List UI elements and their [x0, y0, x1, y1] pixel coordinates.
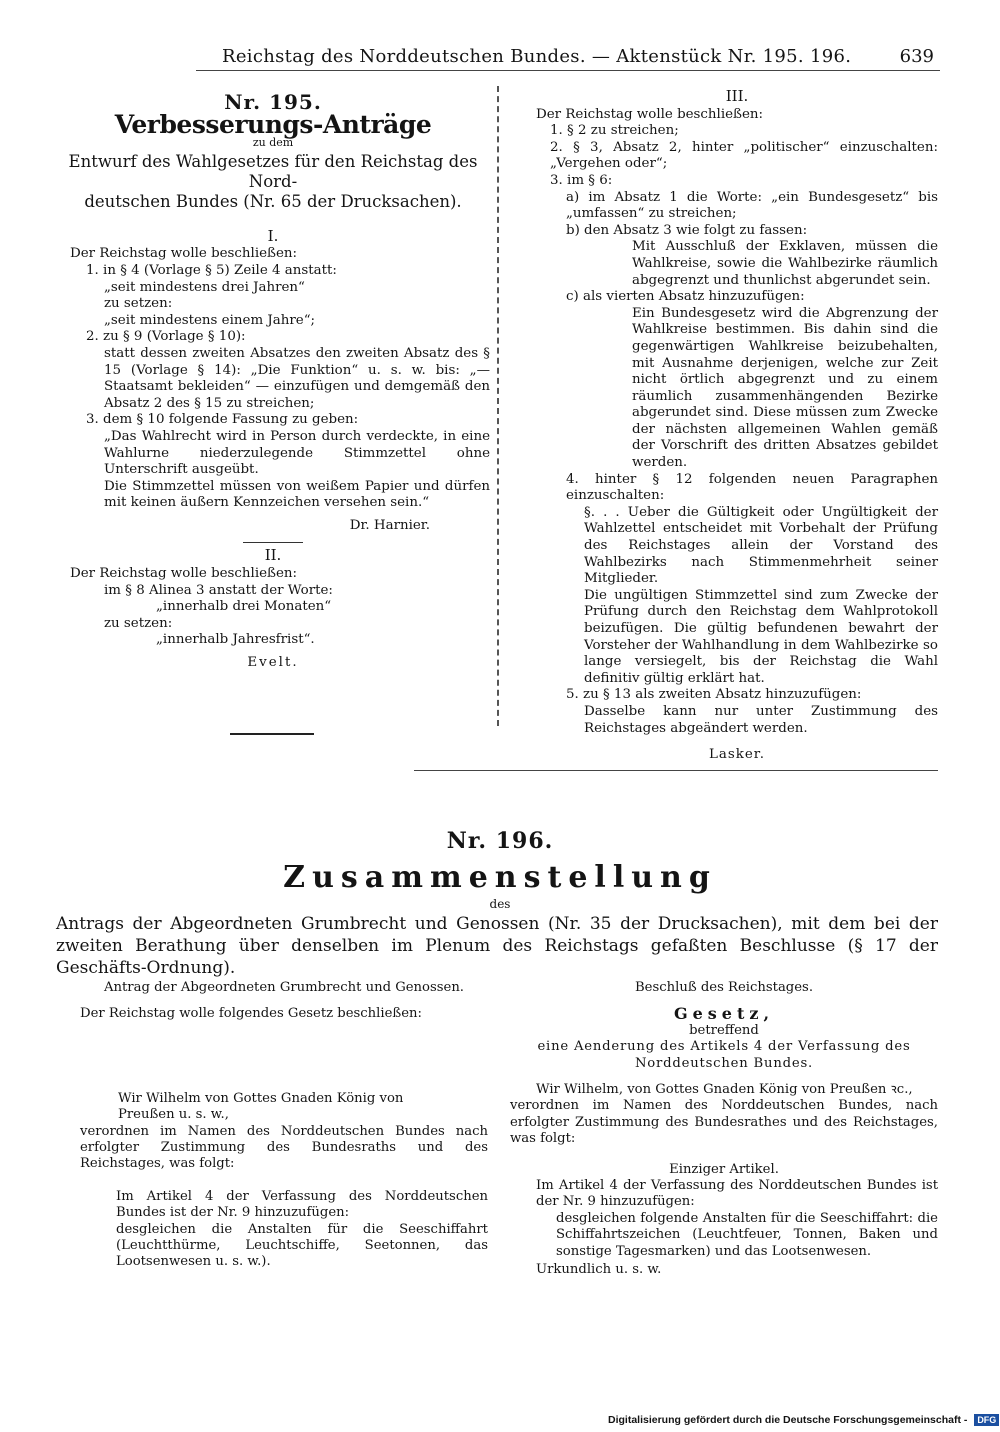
nr196-right-column [510, 980, 938, 1279]
section-I-line: 1. in § 4 (Vorlage § 5) Zeile 4 anstatt: [86, 262, 337, 278]
left-intro: Der Reichstag wolle folgendes Gesetz beschließen: [80, 1006, 422, 1022]
section-I-line: „Das Wahlrecht wird in Person durch verdeckte, in eine Wahlurne niederzulegende Stimmzettel ohne Unterschrift ausgeübt. [104, 428, 490, 478]
right-urkundlich: Urkundlich u. s. w. [536, 1262, 662, 1278]
digitization-footer [608, 1414, 999, 1426]
section-III-line: c) als vierten Absatz hinzuzufügen: [566, 289, 805, 305]
right-gesetz: Gesetz, [673, 1004, 775, 1024]
section-III-line: b) den Absatz 3 wie folgt zu fassen: [566, 222, 808, 238]
nr195-title: Verbesserungs-Anträge [114, 109, 432, 139]
right-betreffend: betreffend [689, 1022, 759, 1038]
section-III-line: 2. § 3, Absatz 2, hinter „politischer“ einzuschalten: „Vergehen oder“; [550, 139, 938, 172]
header-rule [196, 70, 940, 71]
nr196-title: Zusammenstellung [283, 860, 717, 895]
left-heading: Antrag der Abgeordneten Grumbrecht und Genossen. [103, 980, 465, 995]
section-III-line: Ein Bundesgesetz wird die Abgrenzung der Wahlkreise bestimmen. Bis dahin sind die gegenwärtigen Wahlkreise beizubehalten, mit Ausnahme derjenigen, welche zur Zeit nicht örtlich abgegrenzt und zu einem räumlich zusammenhängenden Bezirke abgerundet sind. Diese müssen zum Zwecke der nächsten allgemeinen Wahlen gemäß der Vorschrift des dritten Absatzes gebildet werden. [632, 305, 938, 471]
section-II-line: zu setzen: [104, 615, 173, 631]
right-desgleichen: desgleichen folgende Anstalten für die Seeschiffahrt: die Schiffahrtszeichen (Leuchtfeuer, Tonnen, Baken und sonstige Tagesmarken) und das Lootsenwesen. [556, 1210, 938, 1259]
section-II-line: Der Reichstag wolle beschließen: [70, 566, 298, 582]
nr195-right-column [536, 88, 938, 764]
section-I-line: 2. zu § 9 (Vorlage § 10): [86, 329, 246, 345]
right-wir: Wir Wilhelm, von Gottes Gnaden König von Preußen ꝛc., [536, 1082, 913, 1098]
header-title: Reichstag des Norddeutschen Bundes. — Aktenstück Nr. 195. 196. [222, 46, 852, 67]
left-verordnen: verordnen im Namen des Norddeutschen Bundes nach erfolgter Zustimmung des Bundesraths und des Reichstages, was folgt: [80, 1123, 488, 1172]
left-wir-1: Wir Wilhelm von Gottes Gnaden König von [118, 1090, 404, 1106]
nr195-number: Nr. 195. [224, 90, 322, 114]
nr195-left-column [56, 90, 490, 672]
nr196-number: Nr. 196. [446, 828, 554, 854]
section-III-line: a) im Absatz 1 die Worte: „ein Bundesgesetz“ bis „umfassen“ zu streichen; [566, 189, 938, 222]
dfg-logo: DFG [974, 1414, 999, 1426]
section-III-line: Der Reichstag wolle beschließen: [536, 106, 764, 122]
section-III-line: 3. im § 6: [550, 172, 613, 188]
right-einziger-artikel: Einziger Artikel. [669, 1161, 779, 1177]
section-I-numeral: I. [267, 226, 279, 245]
left-wir-2: Preußen u. s. w., [118, 1107, 229, 1123]
section-I-line: „seit mindestens drei Jahren“ [104, 279, 305, 295]
section-I-line: zu setzen: [104, 296, 173, 312]
section-II-line: im § 8 Alinea 3 anstatt der Worte: [104, 582, 333, 598]
section-I-signature: Dr. Harnier. [349, 517, 430, 533]
section-break-rule [414, 770, 938, 771]
section-III-line: Dasselbe kann nur unter Zustimmung des Reichstages abgeändert werden. [584, 703, 938, 736]
left-desgleichen: desgleichen die Anstalten für die Seeschiffahrt (Leuchtthürme, Leuchtschiffe, Seetonnen, das Lootsenwesen u. s. w.). [116, 1221, 488, 1270]
right-aenderung: eine Aenderung des Artikels 4 der Verfassung des Norddeutschen Bundes. [537, 1039, 911, 1071]
section-I-line: Die Stimmzettel müssen von weißem Papier und dürfen mit keinen äußern Kennzeichen versehen sein.“ [104, 478, 490, 511]
right-heading: Beschluß des Reichstages. [634, 980, 814, 995]
section-III-line: Die ungültigen Stimmzettel sind zum Zwecke der Prüfung durch den Reichstag dem Wahlprotokoll beizufügen. Die gültig befundenen bewahrt der Vorsteher der Wahlhandlung in dem Wahlbezirke so lange versiegelt, bis der Reichstag die Wahl definitiv gültig erklärt hat. [584, 587, 938, 686]
nr196-antrag-text: Antrags der Abgeordneten Grumbrecht und Genossen (Nr. 35 der Drucksachen), mit dem bei der zweiten Berathung über denselben im Plenum des Reichstags gefaßten Beschlusse (§ 17 der Geschäfts-Ordnung). [56, 914, 938, 978]
right-artikel: Im Artikel 4 der Verfassung des Norddeutschen Bundes ist der Nr. 9 hinzuzufügen: [536, 1178, 938, 1210]
section-I-line: Der Reichstag wolle beschließen: [70, 246, 298, 262]
section-III-line: Mit Ausschluß der Exklaven, müssen die Wahlkreise, sowie die Wahlbezirke räumlich abgegrenzt und thunlichst abgerundet sein. [632, 239, 938, 288]
section-II-line: „innerhalb drei Monaten“ [156, 599, 332, 615]
section-III-line: 4. hinter § 12 folgenden neuen Paragraphen einzuschalten: [566, 471, 938, 504]
section-III-line: §. . . Ueber die Gültigkeit oder Ungültigkeit der Wahlzettel entscheidet mit Vorbehalt der Prüfung des Reichstages allein der Vorstand des Wahlbezirks nach Stimmenmehrheit seiner Mitglieder. [584, 504, 938, 587]
nr196-des: des [489, 897, 511, 911]
nr196-left-column [80, 980, 488, 1271]
nr195-subtitle-1: Entwurf des Wahlgesetzes für den Reichstag des Nord- [68, 151, 478, 191]
section-II-line: „innerhalb Jahresfrist“. [156, 632, 315, 648]
section-II-signature: Evelt. [247, 655, 299, 671]
section-III-signature: Lasker. [709, 747, 765, 763]
running-header [0, 46, 1000, 76]
left-artikel: Im Artikel 4 der Verfassung des Norddeutschen Bundes ist der Nr. 9 hinzuzufügen: [116, 1188, 488, 1221]
page-number: 639 [899, 46, 934, 67]
section-III-line: 5. zu § 13 als zweiten Absatz hinzuzufügen: [566, 687, 862, 703]
section-III-line: 1. § 2 zu streichen; [550, 123, 679, 139]
right-verordnen: verordnen im Namen des Norddeutschen Bundes, nach erfolgter Zustimmung des Bundesrathes und des Reichstages, was folgt: [510, 1098, 938, 1147]
section-I-line: statt dessen zweiten Absatzes den zweiten Absatz des § 15 (Vorlage § 14): „Die Funktion“ u. s. w. bis: „— Staatsamt bekleiden“ — einzufügen und demgemäß den Absatz 2 des § 15 zu streichen; [104, 345, 490, 411]
column-divider [497, 86, 500, 726]
section-II-numeral: II. [264, 546, 282, 565]
section-divider [243, 542, 303, 543]
footer-text: Digitalisierung gefördert durch die Deutsche Forschungsgemeinschaft - [608, 1414, 968, 1426]
section-III-numeral: III. [725, 87, 749, 105]
nr195-zu-dem: zu dem [252, 136, 294, 150]
section-I-line: „seit mindestens einem Jahre“; [104, 312, 316, 328]
end-rule [230, 733, 314, 735]
section-I-line: 3. dem § 10 folgende Fassung zu geben: [86, 412, 359, 428]
nr195-subtitle-2: deutschen Bundes (Nr. 65 der Drucksachen). [84, 191, 462, 211]
